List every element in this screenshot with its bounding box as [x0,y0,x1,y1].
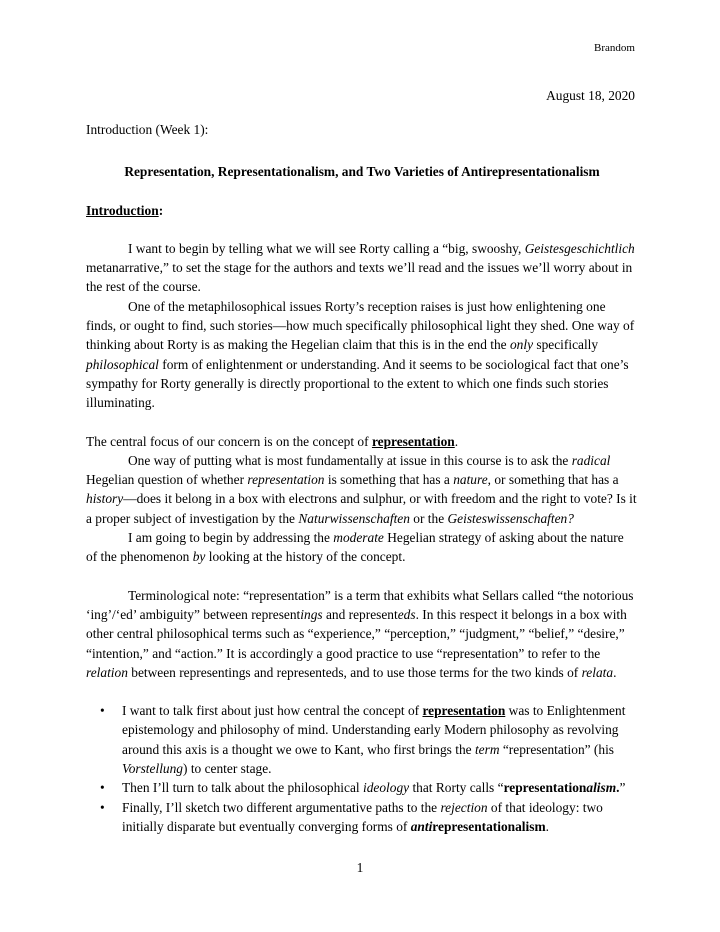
b1-text: ) to center stage. [183,761,272,777]
document-title: Representation, Representationalism, and Two Varieties of Antirepresentationalism [124,164,600,180]
p6-text: and represent [322,606,398,622]
b1-bold-representation: representation [422,703,506,719]
b2-text: that Rorty calls “ [409,780,504,796]
bullet-list [86,701,638,836]
p6-text: Terminological note: “representation” is a term that exhibits what Sellars called “the notorious ‘ing’/‘ed’ ambiguity” between represent [86,587,634,622]
b1-text: was to Enlightenment epistemology and philosophy of mind. Understanding early Modern philosophy as revolving around this axis is a thought we owe to Kant, who first brings the [122,703,626,757]
p4-text: , or something that has a [487,472,619,488]
p2-text-c: specifically [533,337,599,353]
p1-italic-geistesgeschichtlich: Geistesgeschichtlich [524,240,635,256]
bullet-glyph: • [100,799,105,815]
p6-italic: relata [581,664,614,680]
paragraph-5 [86,528,638,567]
p4-italic: Naturwissenschaften [298,510,410,526]
p3-bold-representation: representation [371,433,455,449]
spacer [86,413,638,432]
paragraph-3 [86,432,638,451]
p4-text: One way of putting what is most fundamentally at issue in this course is to ask the [128,452,572,468]
paragraph-1 [86,239,638,297]
spacer [86,220,638,239]
p4-italic: representation [247,472,325,488]
b1-italic: term [474,741,500,757]
p1-text-a: I want to begin by telling what we will see Rorty calling a “big, swooshy, [128,240,525,256]
p6-italic: ings [300,606,323,622]
b3-text: . [545,818,549,834]
p5-text: Hegelian strategy of asking about the nature of the phenomenon [86,530,624,565]
p4-text: or the [409,510,448,526]
p5-italic: moderate [333,530,384,546]
week-line: Introduction (Week 1): [86,122,209,137]
paragraph-4 [86,451,638,528]
b2-text: Then I’ll turn to talk about the philosophical [122,780,363,796]
section-heading-text: Introduction [86,202,159,218]
p2-italic-philosophical: philosophical [86,356,159,372]
p4-italic: history [86,491,124,507]
b3-bold-italic: anti [410,818,433,834]
b2-italic: ideology [362,780,410,796]
list-item [86,701,638,778]
p5-text: looking at the history of the concept. [205,549,406,565]
b1-text: I want to talk first about just how central the concept of [122,703,423,719]
bullet-glyph: • [100,703,105,719]
p4-text: —does it belong in a box with electrons and sulphur, or with freedom and the right to vote? Is it a proper subject of investigation by the [86,491,637,526]
bullet-glyph: • [100,780,105,796]
p3-text-c: . [454,433,459,449]
spacer [86,567,638,586]
p6-italic: eds [397,606,416,622]
p6-italic: relation [86,664,128,680]
b2-bold: representation [503,780,587,796]
b1-text: “representation” (his [499,741,615,757]
p6-text: . In this respect it belongs in a box with other central philosophical terms such as “experience,” “perception,” “judgment,” “belief,” “desire,” “intention,” and “action.” It is accordingly a good practice to use “representation” to refer to the [86,606,627,661]
p5-text: I am going to begin by addressing the [128,530,334,546]
b3-text: Finally, I’ll sketch two different argumentative paths to the [122,799,441,815]
p1-text-c: metanarrative,” to set the stage for the authors and texts we’ll read and the issues we’ll worry about in the rest of the course. [86,260,633,295]
list-item [86,778,638,797]
p4-italic: nature [453,472,488,488]
b3-italic: rejection [440,799,488,815]
b2-text: ” [619,780,626,796]
p2-text-e: form of enlightenment or understanding. And it seems to be sociological fact that one’s sympathy for Rorty generally is directly proportional to the extent to which one finds such stories illuminating. [86,356,629,411]
b1-italic: Vorstellung [122,761,184,777]
b2-bold-italic: alism [586,780,617,796]
p6-text: . [613,664,617,680]
p4-italic: Geisteswissenschaften? [447,510,574,526]
paragraph-2 [86,297,638,413]
p6-text: between representings and representeds, and to use those terms for the two kinds of [127,664,582,680]
p4-text: is something that has a [324,472,454,488]
list-item [86,798,638,837]
p4-italic: radical [571,452,611,468]
p3-text-a: The central focus of our concern is on the concept of [86,433,372,449]
section-heading [86,201,638,220]
b3-text: of that ideology: two initially disparate but eventually converging forms of [122,799,603,834]
p2-text-a: One of the metaphilosophical issues Rorty’s reception raises is just how enlightening one finds, or ought to find, such stories—how much specifically philosophical light they shed. One way of thinking about Rorty is as making the Hegelian claim that this is in the end the [86,298,635,353]
b2-bold: . [616,780,620,796]
spacer [86,682,638,701]
paragraph-6 [86,586,638,682]
page-number: 1 [356,860,364,875]
document-body [86,120,638,836]
running-header-author: Brandom [594,42,635,54]
p2-italic-only: only [509,337,534,353]
p4-text: Hegelian question of whether [86,472,248,488]
document-date: August 18, 2020 [546,88,635,103]
b3-bold: representationalism [432,818,546,834]
p5-italic: by [192,549,206,565]
section-heading-colon: : [158,202,164,218]
